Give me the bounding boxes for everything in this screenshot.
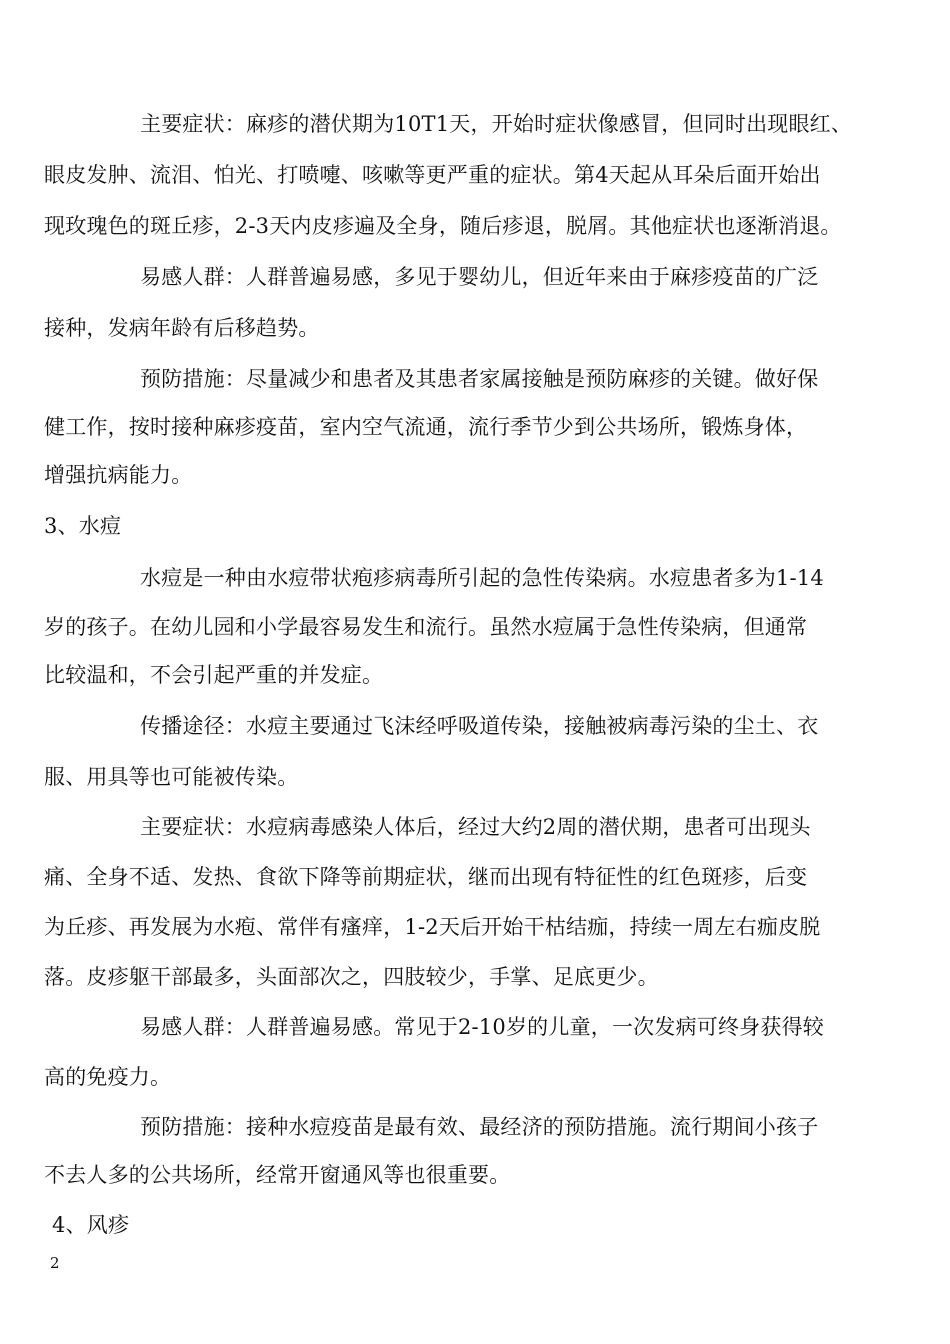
chickenpox-symptoms-line-1: 主要症状：水痘病毒感染人体后，经过大约2周的潜伏期，患者可出现头 xyxy=(140,815,811,839)
chickenpox-symptoms-line-2: 痛、全身不适、发热、食欲下降等前期症状，继而出现有特征性的红色斑疹，后变 xyxy=(44,865,808,889)
measles-prevention-line-1: 预防措施：尽量减少和患者及其患者家属接触是预防麻疹的关键。做好保 xyxy=(140,367,819,391)
page-number: 2 xyxy=(50,1254,60,1272)
section-heading-rubella: 4、风疹 xyxy=(52,1213,130,1237)
chickenpox-intro-line-1: 水痘是一种由水痘带状疱疹病毒所引起的急性传染病。水痘患者多为1-14 xyxy=(140,566,824,590)
measles-symptoms-line-2: 眼皮发肿、流泪、怕光、打喷嚏、咳嗽等更严重的症状。第4天起从耳朵后面开始出 xyxy=(44,163,821,187)
chickenpox-symptoms-line-4: 落。皮疹躯干部最多，头面部次之，四肢较少，手掌、足底更少。 xyxy=(44,965,659,989)
measles-symptoms-line-3: 现玫瑰色的斑丘疹，2-3天内皮疹遍及全身，随后疹退，脱屑。其他症状也逐渐消退。 xyxy=(44,214,842,238)
chickenpox-intro-line-3: 比较温和，不会引起严重的并发症。 xyxy=(44,663,384,687)
chickenpox-prevention-line-1: 预防措施：接种水痘疫苗是最有效、最经济的预防措施。流行期间小孩子 xyxy=(140,1115,819,1139)
chickenpox-symptoms-line-3: 为丘疹、再发展为水疱、常伴有瘙痒，1-2天后开始干枯结痂，持续一周左右痂皮脱 xyxy=(44,915,821,939)
chickenpox-susceptible-line-2: 高的免疫力。 xyxy=(44,1065,172,1089)
measles-symptoms-line-1: 主要症状：麻疹的潜伏期为10T1天，开始时症状像感冒，但同时出现眼红、 xyxy=(140,112,853,136)
measles-susceptible-line-2: 接种，发病年龄有后移趋势。 xyxy=(44,316,320,340)
chickenpox-intro-line-2: 岁的孩子。在幼儿园和小学最容易发生和流行。虽然水痘属于急性传染病，但通常 xyxy=(44,615,808,639)
chickenpox-prevention-line-2: 不去人多的公共场所，经常开窗通风等也很重要。 xyxy=(44,1163,511,1187)
measles-prevention-line-3: 增强抗病能力。 xyxy=(44,463,193,487)
section-heading-chickenpox: 3、水痘 xyxy=(44,514,122,538)
chickenpox-transmission-line-2: 服、用具等也可能被传染。 xyxy=(44,765,299,789)
chickenpox-susceptible-line-1: 易感人群：人群普遍易感。常见于2-10岁的儿童，一次发病可终身获得较 xyxy=(140,1015,824,1039)
chickenpox-transmission-line-1: 传播途径：水痘主要通过飞沫经呼吸道传染，接触被病毒污染的尘土、衣 xyxy=(140,714,819,738)
measles-prevention-line-2: 健工作，按时接种麻疹疫苗，室内空气流通，流行季节少到公共场所，锻炼身体， xyxy=(44,415,808,439)
measles-susceptible-line-1: 易感人群：人群普遍易感，多见于婴幼儿，但近年来由于麻疹疫苗的广泛 xyxy=(140,265,819,289)
